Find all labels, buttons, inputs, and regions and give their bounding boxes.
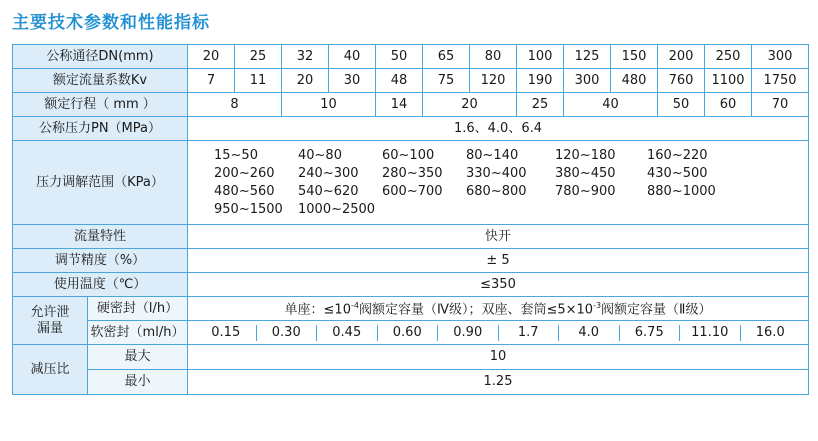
leak-soft-value: 6.75 bbox=[620, 325, 681, 341]
range-value: 1000~2500 bbox=[298, 201, 376, 217]
kv-cell: 75 bbox=[423, 69, 470, 93]
row-temp bbox=[13, 273, 809, 297]
kv-label: 额定流量系数Kv bbox=[13, 69, 188, 93]
stroke-cell: 14 bbox=[376, 93, 423, 117]
leak-soft-label: 软密封（ml/h） bbox=[88, 321, 188, 345]
row-pn bbox=[13, 117, 809, 141]
leak-soft-value: 11.10 bbox=[680, 325, 741, 341]
row-ratio-max bbox=[13, 345, 809, 370]
range-label: 压力调解范围（KPa） bbox=[13, 141, 188, 225]
flow-char-label: 流量特性 bbox=[13, 225, 188, 249]
leak-soft-values bbox=[188, 321, 809, 345]
row-stroke bbox=[13, 93, 809, 117]
row-range bbox=[13, 141, 809, 225]
stroke-cell: 70 bbox=[752, 93, 809, 117]
range-value: 600~700 bbox=[382, 183, 443, 199]
accuracy-value: ± 5 bbox=[188, 249, 809, 273]
range-value: 280~350 bbox=[382, 165, 443, 181]
range-value: 540~620 bbox=[298, 183, 359, 199]
range-cell bbox=[188, 141, 809, 225]
kv-cell: 30 bbox=[329, 69, 376, 93]
spec-table bbox=[12, 44, 809, 395]
kv-cell: 48 bbox=[376, 69, 423, 93]
row-leak-soft bbox=[13, 321, 809, 345]
ratio-min-label: 最小 bbox=[88, 370, 188, 395]
kv-cell: 760 bbox=[658, 69, 705, 93]
dn-cell: 32 bbox=[282, 45, 329, 69]
range-value: 780~900 bbox=[555, 183, 616, 199]
stroke-cell: 25 bbox=[517, 93, 564, 117]
row-accuracy bbox=[13, 249, 809, 273]
leak-hard-text-c: 阀额定容量（Ⅱ级） bbox=[601, 302, 712, 318]
range-value: 120~180 bbox=[555, 147, 616, 163]
ratio-max-label: 最大 bbox=[88, 345, 188, 370]
range-value: 430~500 bbox=[647, 165, 708, 181]
range-grid bbox=[188, 148, 808, 218]
kv-cell: 300 bbox=[564, 69, 611, 93]
dn-cell: 300 bbox=[752, 45, 809, 69]
range-value: 160~220 bbox=[647, 147, 708, 163]
stroke-cell: 60 bbox=[705, 93, 752, 117]
leak-soft-list bbox=[188, 325, 808, 341]
row-dn bbox=[13, 45, 809, 69]
row-kv bbox=[13, 69, 809, 93]
dn-cell: 25 bbox=[235, 45, 282, 69]
range-value: 380~450 bbox=[555, 165, 616, 181]
row-ratio-min bbox=[13, 370, 809, 395]
page-title: 主要技术参数和性能指标 bbox=[12, 13, 210, 33]
dn-cell: 20 bbox=[188, 45, 235, 69]
leak-hard-exp-a: -4 bbox=[350, 301, 359, 311]
range-value: 240~300 bbox=[298, 165, 359, 181]
row-leak-hard bbox=[13, 297, 809, 321]
stroke-cell: 40 bbox=[564, 93, 658, 117]
range-value: 60~100 bbox=[382, 147, 435, 163]
range-value: 80~140 bbox=[466, 147, 519, 163]
dn-cell: 80 bbox=[470, 45, 517, 69]
ratio-label: 减压比 bbox=[13, 345, 88, 395]
row-flow-char bbox=[13, 225, 809, 249]
kv-cell: 7 bbox=[188, 69, 235, 93]
leak-hard-label: 硬密封（l/h） bbox=[88, 297, 188, 321]
leak-hard-text-a: 单座：≤10 bbox=[284, 302, 351, 318]
dn-cell: 150 bbox=[611, 45, 658, 69]
dn-cell: 65 bbox=[423, 45, 470, 69]
range-value: 950~1500 bbox=[214, 201, 283, 217]
dn-cell: 40 bbox=[329, 45, 376, 69]
stroke-cell: 8 bbox=[188, 93, 282, 117]
leak-soft-value: 0.30 bbox=[257, 325, 318, 341]
leak-hard-exp-b: -3 bbox=[593, 301, 602, 311]
kv-cell: 120 bbox=[470, 69, 517, 93]
ratio-max-value: 10 bbox=[188, 345, 809, 370]
flow-char-value: 快开 bbox=[188, 225, 809, 249]
leak-soft-value: 1.7 bbox=[499, 325, 560, 341]
range-value: 15~50 bbox=[214, 147, 258, 163]
pn-value: 1.6、4.0、6.4 bbox=[188, 117, 809, 141]
range-value: 40~80 bbox=[298, 147, 342, 163]
leak-soft-value: 0.60 bbox=[378, 325, 439, 341]
accuracy-label: 调节精度（%） bbox=[13, 249, 188, 273]
dn-cell: 200 bbox=[658, 45, 705, 69]
stroke-label: 额定行程（ mm ） bbox=[13, 93, 188, 117]
range-value: 880~1000 bbox=[647, 183, 716, 199]
range-value: 680~800 bbox=[466, 183, 527, 199]
temp-label: 使用温度（℃） bbox=[13, 273, 188, 297]
leak-soft-value: 0.90 bbox=[438, 325, 499, 341]
leak-soft-value: 0.45 bbox=[317, 325, 378, 341]
kv-cell: 1750 bbox=[752, 69, 809, 93]
stroke-cell: 10 bbox=[282, 93, 376, 117]
dn-cell: 125 bbox=[564, 45, 611, 69]
range-value: 330~400 bbox=[466, 165, 527, 181]
ratio-min-value: 1.25 bbox=[188, 370, 809, 395]
leak-label: 允许泄漏量 bbox=[13, 297, 88, 345]
kv-cell: 1100 bbox=[705, 69, 752, 93]
leak-hard-value bbox=[188, 297, 809, 321]
dn-cell: 100 bbox=[517, 45, 564, 69]
pn-label: 公称压力PN（MPa） bbox=[13, 117, 188, 141]
dn-cell: 50 bbox=[376, 45, 423, 69]
leak-hard-text-b: 阀额定容量（Ⅳ级）；双座、套筒≤5×10 bbox=[358, 302, 594, 318]
kv-cell: 20 bbox=[282, 69, 329, 93]
range-value: 200~260 bbox=[214, 165, 275, 181]
stroke-cell: 50 bbox=[658, 93, 705, 117]
kv-cell: 11 bbox=[235, 69, 282, 93]
dn-label: 公称通径DN(mm) bbox=[13, 45, 188, 69]
kv-cell: 190 bbox=[517, 69, 564, 93]
dn-cell: 250 bbox=[705, 45, 752, 69]
temp-value: ≤350 bbox=[188, 273, 809, 297]
leak-soft-value: 16.0 bbox=[755, 324, 785, 340]
leak-soft-value: 0.15 bbox=[196, 325, 257, 341]
leak-soft-value: 4.0 bbox=[559, 325, 620, 341]
stroke-cell: 20 bbox=[423, 93, 517, 117]
kv-cell: 480 bbox=[611, 69, 658, 93]
range-value: 480~560 bbox=[214, 183, 275, 199]
